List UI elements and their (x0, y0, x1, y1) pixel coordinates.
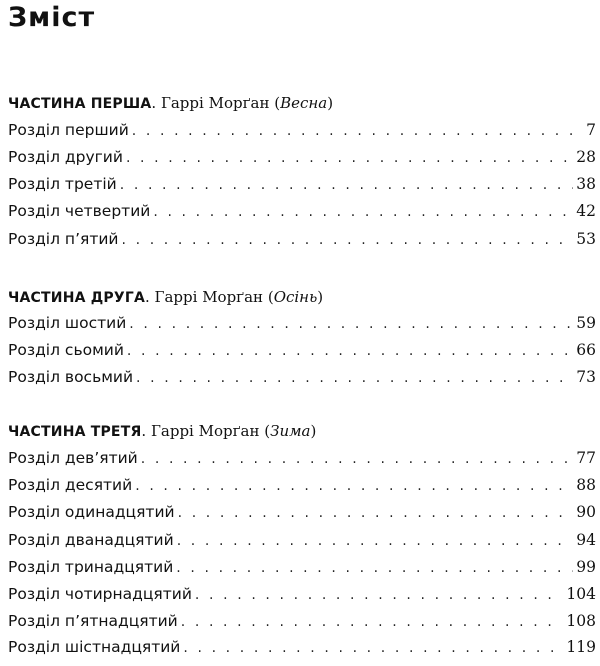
page-number: 7 (586, 121, 596, 139)
page-number: 28 (576, 148, 596, 166)
dot-leader (195, 587, 563, 603)
page-number: 104 (566, 585, 596, 603)
toc-entry[interactable] (8, 341, 596, 365)
toc-entry[interactable] (8, 476, 596, 500)
toc-entry[interactable] (8, 558, 596, 582)
toc-entry[interactable] (8, 531, 596, 555)
dot-leader (129, 316, 573, 332)
chapter-title: Розділ чотирнадцятий (8, 585, 192, 603)
toc-entry[interactable] (8, 202, 596, 226)
dot-leader (135, 478, 573, 494)
page-number: 42 (576, 202, 596, 220)
chapter-title: Розділ перший (8, 121, 129, 139)
dot-leader (127, 343, 573, 359)
dot-leader (153, 204, 573, 220)
page-number: 73 (576, 368, 596, 386)
dot-leader (122, 232, 574, 248)
page-number: 119 (566, 638, 596, 656)
part-label: ЧАСТИНА ДРУГА (8, 290, 145, 306)
dot-leader (181, 614, 564, 630)
dot-leader (183, 640, 563, 656)
page-number: 108 (566, 612, 596, 630)
page-number: 53 (576, 230, 596, 248)
part-author: Гаррі Морґан (150, 422, 260, 440)
toc-entry[interactable] (8, 230, 596, 254)
toc-entry[interactable] (8, 121, 596, 145)
chapter-title: Розділ дванадцятий (8, 531, 174, 549)
dot-leader (141, 451, 574, 467)
part-season: Зима (270, 422, 311, 440)
page-number: 90 (576, 503, 596, 521)
toc-entry[interactable] (8, 148, 596, 172)
dot-leader (136, 370, 573, 386)
chapter-title: Розділ десятий (8, 476, 133, 494)
toc-entry[interactable] (8, 175, 596, 199)
dot-leader (126, 150, 573, 166)
part-header-3: ЧАСТИНА ТРЕТЯ. Гаррі Морґан (Зима) (8, 422, 317, 440)
page-number: 77 (576, 449, 596, 467)
chapter-title: Розділ шістнадцятий (8, 638, 181, 656)
page-number: 94 (576, 531, 596, 549)
part-label: ЧАСТИНА ПЕРША (8, 96, 152, 112)
page-number: 66 (576, 341, 596, 359)
part-author: Гаррі Морґан (160, 94, 270, 112)
chapter-title: Розділ третій (8, 175, 117, 193)
part-author: Гаррі Морґан (154, 288, 264, 306)
dot-leader (176, 560, 573, 576)
page-number: 88 (576, 476, 596, 494)
chapter-title: Розділ другий (8, 148, 123, 166)
toc-entry[interactable] (8, 368, 596, 392)
part-season: Весна (280, 94, 328, 112)
part-header-2: ЧАСТИНА ДРУГА. Гаррі Морґан (Осінь) (8, 288, 324, 306)
part-season: Осінь (273, 288, 318, 306)
page-number: 99 (576, 558, 596, 576)
page-number: 38 (576, 175, 596, 193)
toc-entry[interactable] (8, 503, 596, 527)
page-title: Зміст (8, 2, 96, 33)
dot-leader (132, 123, 583, 139)
chapter-title: Розділ тринадцятий (8, 558, 174, 576)
page-number: 59 (576, 314, 596, 332)
chapter-title: Розділ сьомий (8, 341, 124, 359)
toc-entry[interactable] (8, 449, 596, 473)
part-label: ЧАСТИНА ТРЕТЯ (8, 424, 142, 440)
chapter-title: Розділ четвертий (8, 202, 151, 220)
dot-leader (178, 505, 574, 521)
toc-entry[interactable] (8, 612, 596, 636)
chapter-title: Розділ дев’ятий (8, 449, 138, 467)
toc-entry[interactable] (8, 314, 596, 338)
chapter-title: Розділ восьмий (8, 368, 134, 386)
toc-entry[interactable] (8, 638, 596, 662)
part-header-1: ЧАСТИНА ПЕРША. Гаррі Морґан (Весна) (8, 94, 334, 112)
chapter-title: Розділ п’ятий (8, 230, 119, 248)
toc-entry[interactable] (8, 585, 596, 609)
chapter-title: Розділ п’ятнадцятий (8, 612, 178, 630)
dot-leader (177, 533, 574, 549)
chapter-title: Розділ одинадцятий (8, 503, 175, 521)
chapter-title: Розділ шостий (8, 314, 127, 332)
dot-leader (120, 177, 574, 193)
